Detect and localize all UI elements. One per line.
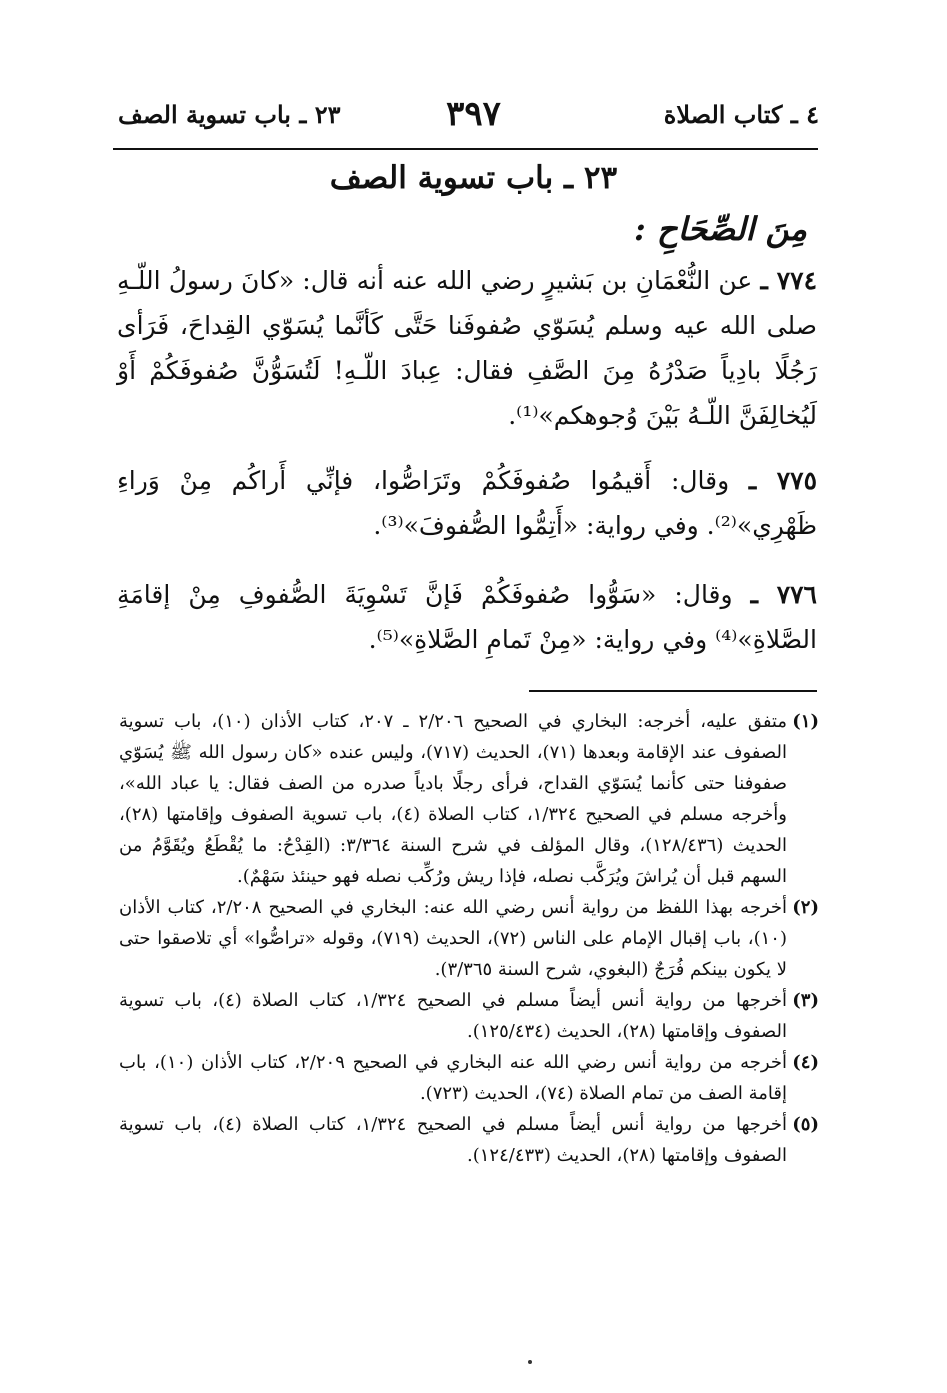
footnote-4: [119, 1047, 819, 1109]
footnote-text: أخرجه من رواية أنس رضي الله عنه البخاري في الصحيح ٢/٢٠٩، كتاب الأذان (١٠)، باب إقامة الصف من تمام الصلاة (٧٤)، الحديث (٧٢٣).: [119, 1052, 787, 1104]
page-number: ٣٩٧: [446, 94, 501, 134]
hadith-text: عن النُّعْمَانِ بن بَشيرٍ رضي الله عنه أنه قال: «كانَ رسولُ اللّـهِ صلى الله عيه وسلم يُسَوّي صُفوفَنا حَتَّى كَأنَّما يُسَوّي القِداحَ، فَرَأى رَجُلًا بادِياً صَدْرُهُ مِنَ الصَّفِ فقال: عِبادَ اللّـهِ! لَتُسَوُّنَّ صُفوفَكُمْ أَوْ لَيُخالِفَنَّ اللّـهُ بَيْنَ وُجوهكم»⁽¹⁾.: [117, 266, 817, 430]
footnote-text: أخرجه بهذا اللفظ من رواية أنس رضي الله عنه: البخاري في الصحيح ٢/٢٠٨، كتاب الأذان (١٠)، باب إقبال الإمام على الناس (٧٢)، الحديث (٧١٩)، وقوله «تراصُّوا» أي تلاصقوا حتى لا يكون بينكم فُرَجٌ (البغوي، شرح السنة ٣/٣٦٥).: [119, 897, 788, 980]
hadith-number: ٧٧٤ ـ: [760, 266, 818, 295]
footnote-5: [119, 1109, 819, 1171]
chapter-title: ٢٣ ـ باب تسوية الصف: [329, 160, 618, 196]
header-divider: [113, 148, 818, 150]
footnote-3: [119, 985, 819, 1047]
footnote-1: [119, 706, 819, 892]
hadith-text: وقال: أَقيمُوا صُفوفَكُمْ وتَرَاصُّوا، فإنِّي أَراكُم مِنْ وَراءِ ظَهْرِي»⁽²⁾. وفي رواية: «أَتِمُّوا الصُّفوفَ»⁽³⁾.: [117, 466, 817, 540]
hadith-775: [117, 458, 817, 548]
running-header-chapter: ٢٣ ـ باب تسوية الصف: [118, 100, 341, 129]
hadith-number: ٧٧٦ ـ: [750, 580, 817, 609]
footnote-number: (٢): [792, 897, 819, 918]
section-label: مِنَ الصِّحَاحِ :: [633, 210, 807, 248]
footnote-number: (٣): [792, 990, 819, 1011]
hadith-774: [117, 258, 817, 438]
footnote-text: أخرجها من رواية أنس أيضاً مسلم في الصحيح ١/٣٢٤، كتاب الصلاة (٤)، باب تسوية الصفوف وإقامتها (٢٨)، الحديث (١٢٤/٤٣٣).: [119, 1114, 787, 1166]
running-header-book: ٤ ـ كتاب الصلاة: [663, 100, 819, 129]
footnote-text: أخرجها من رواية أنس أيضاً مسلم في الصحيح ١/٣٢٤، كتاب الصلاة (٤)، باب تسوية الصفوف وإقامتها (٢٨)، الحديث (١٢٥/٤٣٤).: [119, 990, 787, 1042]
footnotes: [119, 706, 819, 1171]
hadith-number: ٧٧٥ ـ: [748, 466, 818, 495]
footnote-text: متفق عليه، أخرجه: البخاري في الصحيح ٢/٢٠٦ ـ ٢٠٧، كتاب الأذان (١٠)، باب تسوية الصفوف عند الإقامة وبعدها (٧١)، الحديث (٧١٧)، وليس عنده «كان رسول الله ﷺ يُسَوّي صفوفنا حتى كأنما يُسَوّي القداح، فرأى رجلًا بادياً صدره من الصف فقال: يا عباد الله»، وأخرجه مسلم في الصحيح ١/٣٢٤، كتاب الصلاة (٤)، باب تسوية الصفوف وإقامتها (٢٨)، الحديث (١٢٨/٤٣٦)، وقال المؤلف في شرح السنة ٣/٣٦٤: (القِدْحُ: ما يُقْطَعُ ويُقَوَّمُ من السهم قبل أن يُراشَ ويُرَكَّب نصله، فإذا ريش ورُكِّب نصله فهو حينئذ سَهْمٌ).: [119, 711, 788, 887]
footnote-2: [119, 892, 819, 985]
hadith-text: وقال: «سَوُّوا صُفوفَكُمْ فَإنَّ تَسْوِيَةَ الصُّفوفِ مِنْ إقامَةِ الصَّلاةِ»⁽⁴⁾ وفي رواية: «مِنْ تَمامِ الصَّلاةِ»⁽⁵⁾.: [117, 580, 817, 654]
hadith-776: [117, 572, 817, 662]
footnote-number: (١): [792, 711, 819, 732]
footnote-divider: [529, 690, 817, 692]
scan-speck: [528, 1360, 532, 1364]
footnote-number: (٥): [792, 1114, 819, 1135]
footnote-number: (٤): [792, 1052, 819, 1073]
